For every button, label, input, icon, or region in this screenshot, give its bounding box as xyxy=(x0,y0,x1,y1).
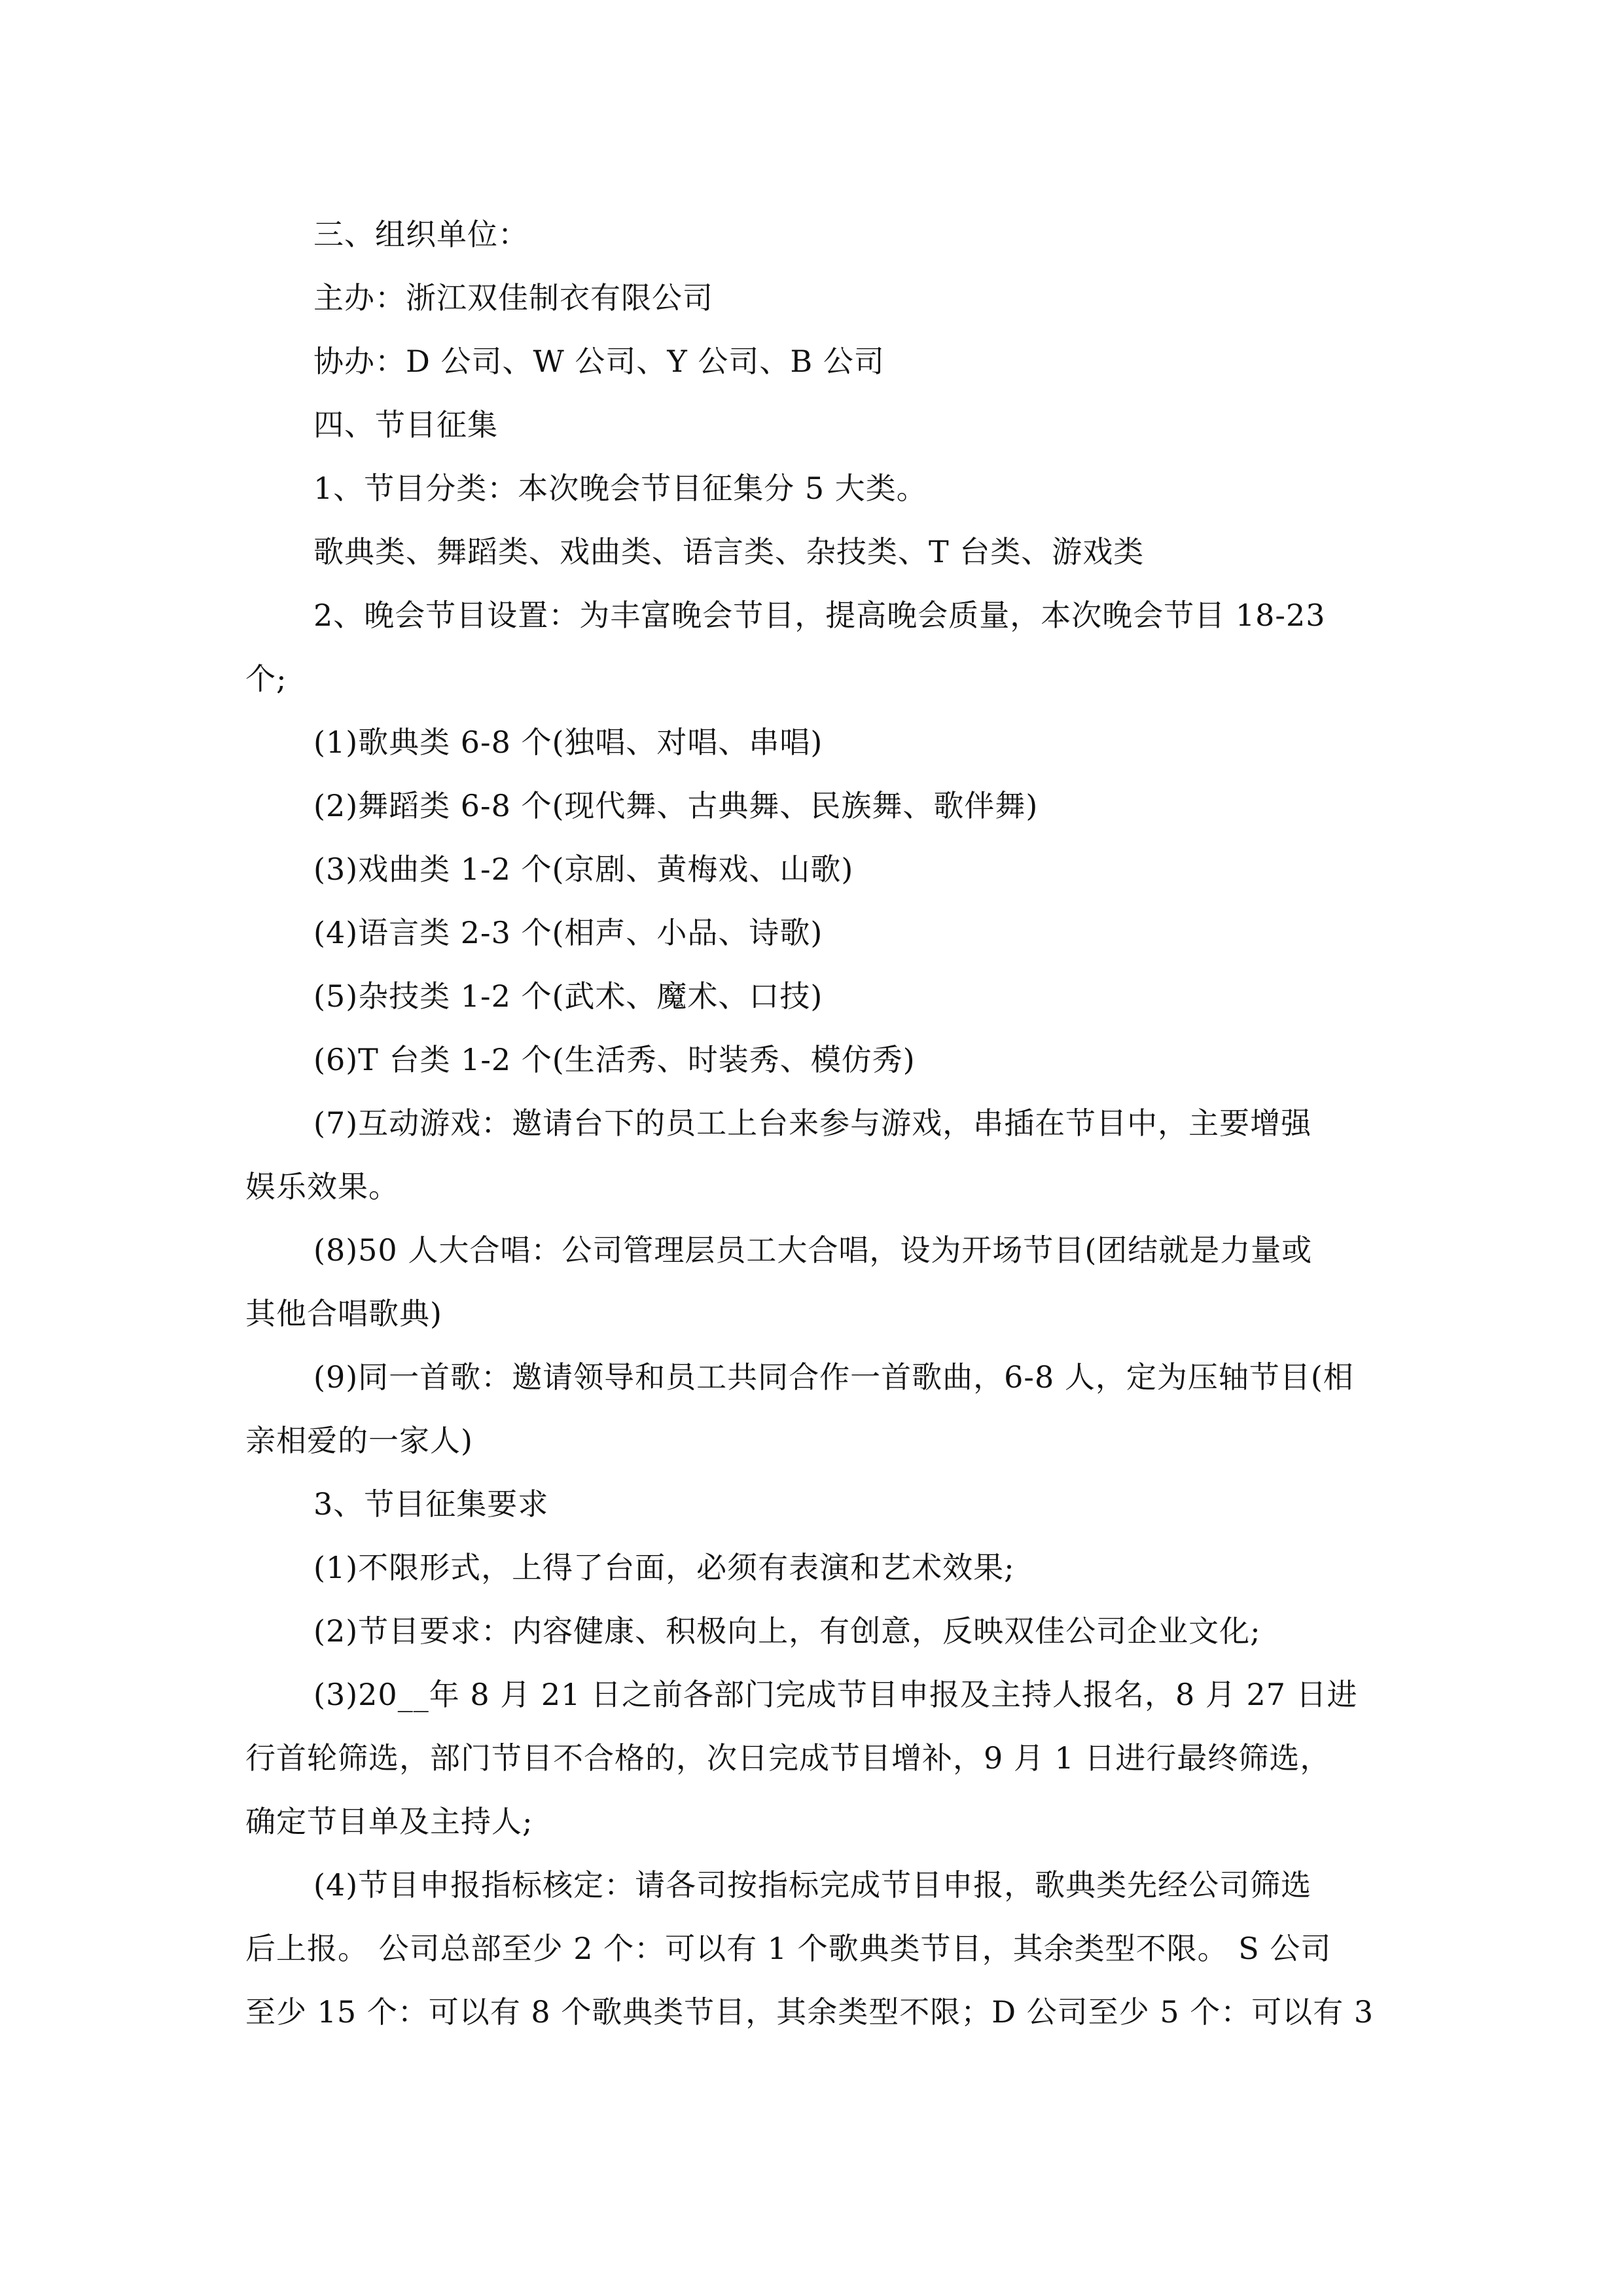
list-item-same-song-cont: 亲相爱的一家人) xyxy=(245,1423,473,1458)
list-item-language: (4)语言类 2-3 个(相声、小品、诗歌) xyxy=(313,915,823,950)
list-item-requirement-quota-cont: 后上报。 公司总部至少 2 个：可以有 1 个歌典类节目，其余类型不限。 S 公司 xyxy=(245,1931,1332,1966)
text-line-program-settings-cont: 个; xyxy=(245,661,287,696)
list-item-requirement-quota-cont2: 至少 15 个：可以有 8 个歌典类节目，其余类型不限；D 公司至少 5 个：可以有 3 xyxy=(245,1994,1374,2030)
list-item-chorus: (8)50 人大合唱：公司管理层员工大合唱，设为开场节目(团结就是力量或 xyxy=(313,1232,1313,1268)
text-line-category-list: 歌典类、舞蹈类、戏曲类、语言类、杂技类、T 台类、游戏类 xyxy=(313,534,1145,569)
list-item-chorus-cont: 其他合唱歌典) xyxy=(245,1296,442,1331)
list-item-songs: (1)歌典类 6-8 个(独唱、对唱、串唱) xyxy=(313,725,823,760)
list-item-interactive-games-cont: 娱乐效果。 xyxy=(245,1169,399,1204)
list-item-requirement-content: (2)节目要求：内容健康、积极向上，有创意，反映双佳公司企业文化; xyxy=(313,1613,1261,1649)
list-item-opera: (3)戏曲类 1-2 个(京剧、黄梅戏、山歌) xyxy=(313,852,854,887)
list-item-requirement-schedule-cont: 行首轮筛选，部门节目不合格的，次日完成节目增补，9 月 1 日进行最终筛选， xyxy=(245,1740,1331,1776)
text-line-program-categories: 1、节目分类：本次晚会节目征集分 5 大类。 xyxy=(313,471,927,506)
text-line-host: 主办：浙江双佳制衣有限公司 xyxy=(313,280,713,315)
list-item-same-song: (9)同一首歌：邀请领导和员工共同合作一首歌曲，6-8 人，定为压轴节目(相 xyxy=(313,1359,1354,1395)
text-line-co-host: 协办：D 公司、W 公司、Y 公司、B 公司 xyxy=(313,344,885,379)
section-heading-program-collection: 四、节目征集 xyxy=(313,407,498,442)
list-item-requirement-schedule: (3)20__年 8 月 21 日之前各部门完成节目申报及主持人报名，8 月 27 日进 xyxy=(313,1677,1358,1712)
list-item-acrobatics: (5)杂技类 1-2 个(武术、魔术、口技) xyxy=(313,978,823,1014)
section-heading-organizers: 三、组织单位： xyxy=(313,217,529,252)
list-item-requirement-form: (1)不限形式，上得了台面，必须有表演和艺术效果; xyxy=(313,1550,1015,1585)
list-item-requirement-quota: (4)节目申报指标核定：请各司按指标完成节目申报，歌典类先经公司筛选 xyxy=(313,1867,1312,1903)
list-item-dance: (2)舞蹈类 6-8 个(现代舞、古典舞、民族舞、歌伴舞) xyxy=(313,788,1039,823)
list-item-requirement-schedule-cont2: 确定节目单及主持人; xyxy=(245,1804,533,1839)
section-heading-requirements: 3、节目征集要求 xyxy=(313,1486,549,1522)
list-item-runway: (6)T 台类 1-2 个(生活秀、时装秀、模仿秀) xyxy=(313,1042,916,1077)
list-item-interactive-games: (7)互动游戏：邀请台下的员工上台来参与游戏，串插在节目中，主要增强 xyxy=(313,1105,1312,1141)
text-line-program-settings: 2、晚会节目设置：为丰富晚会节目，提高晚会质量，本次晚会节目 18-23 xyxy=(313,598,1326,633)
document-body xyxy=(245,203,1397,2044)
